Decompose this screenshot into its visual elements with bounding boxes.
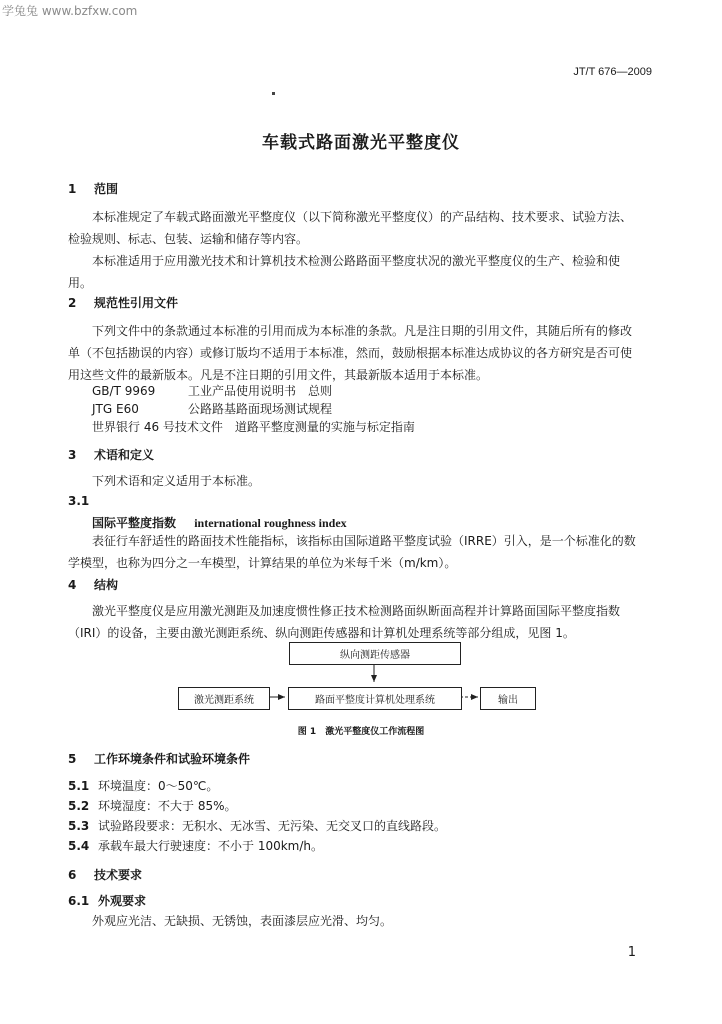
- section-6-1-para: 外观应光洁、无缺损、无锈蚀，表面漆层应光滑、均匀。: [92, 914, 393, 928]
- reference-item: 世界银行 46 号技术文件 道路平整度测量的实施与标定指南: [92, 420, 415, 434]
- item-text: 环境温度：0～50℃。: [98, 779, 219, 793]
- reference-title: 工业产品使用说明书 总则: [188, 384, 333, 398]
- reference-code: JTG E60: [92, 402, 139, 416]
- figure-caption: 图 1 激光平整度仪工作流程图: [297, 727, 425, 737]
- box-laser-ranging-system: 激光测距系统: [178, 687, 270, 710]
- section-number: 6: [68, 868, 77, 882]
- item-text: 承载车最大行驶速度：不小于 100km/h。: [98, 839, 324, 853]
- reference-code: GB/T 9969: [92, 384, 156, 398]
- section-number: 3: [68, 448, 77, 462]
- list-item: [68, 777, 218, 794]
- section-title: 技术要求: [94, 868, 143, 882]
- section-title: 工作环境条件和试验环境条件: [94, 752, 251, 766]
- box-computer-processing-system: 路面平整度计算机处理系统: [288, 687, 462, 710]
- list-item: [68, 797, 237, 814]
- list-item: [68, 817, 446, 834]
- box-longitudinal-sensor: 纵向测距传感器: [289, 642, 461, 665]
- item-number: 5.4: [68, 839, 90, 853]
- item-text: 环境湿度：不大于 85%。: [98, 799, 237, 813]
- section-5-heading: [68, 750, 250, 767]
- subsection-number: 6.1: [68, 894, 90, 908]
- section-number: 5: [68, 752, 77, 766]
- reference-title: 公路路基路面现场测试规程: [188, 402, 333, 416]
- section-1-para-2: 本标准适用于应用激光技术和计算机技术检测公路路面平整度状况的激光平整度仪的生产、检验和使用。: [68, 254, 621, 290]
- section-title: 结构: [94, 578, 119, 592]
- standard-number: JT/T 676—2009: [573, 66, 652, 78]
- subsection-6-1-heading: [68, 892, 146, 909]
- subsection-title: 外观要求: [98, 894, 147, 908]
- section-title: 范围: [94, 182, 119, 196]
- section-title: 术语和定义: [94, 448, 155, 462]
- subsection-number: 3.1: [68, 494, 90, 508]
- item-number: 5.2: [68, 799, 90, 813]
- section-3-para-1: 下列术语和定义适用于本标准。: [92, 474, 261, 488]
- term-cn: 国际平整度指数: [92, 516, 177, 530]
- term-en: international roughness index: [194, 516, 347, 530]
- section-number: 4: [68, 578, 77, 592]
- item-number: 5.1: [68, 779, 90, 793]
- section-6-heading: [68, 866, 142, 883]
- document-title: 车载式路面激光平整度仪: [262, 133, 460, 153]
- list-item: [68, 837, 323, 854]
- section-title: 规范性引用文件: [94, 296, 179, 310]
- section-4-para-1: 激光平整度仪是应用激光测距及加速度惯性修正技术检测路面纵断面高程并计算路面国际平整度指数（IRI）的设备，主要由激光测距系统、纵向测距传感器和计算机处理系统等部分组成，见图 1。: [68, 604, 621, 640]
- section-number: 1: [68, 182, 77, 196]
- page-number: 1: [627, 945, 636, 960]
- box-output: 输出: [480, 687, 536, 710]
- item-number: 5.3: [68, 819, 90, 833]
- watermark: 学兔兔 www.bzfxw.com: [2, 4, 138, 18]
- section-1-para-1: 本标准规定了车载式路面激光平整度仪（以下简称激光平整度仪）的产品结构、技术要求、试验方法、检验规则、标志、包装、运输和储存等内容。: [68, 210, 633, 246]
- section-2-para-1: 下列文件中的条款通过本标准的引用而成为本标准的条款。凡是注日期的引用文件，其随后所有的修改单（不包括勘误的内容）或修订版均不适用于本标准，然而，鼓励根据本标准达成协议的各方研究是否可使用这些文件的最新版本。凡是不注日期的引用文件，其最新版本适用于本标准。: [68, 324, 633, 382]
- item-text: 试验路段要求：无积水、无冰雪、无污染、无交叉口的直线路段。: [98, 819, 447, 833]
- section-number: 2: [68, 296, 77, 310]
- term-definition: 表征行车舒适性的路面技术性能指标，该指标由国际道路平整度试验（IRRE）引入，是一个标准化的数学模型，也称为四分之一车模型，计算结果的单位为米每千米（m/km）。: [68, 534, 636, 570]
